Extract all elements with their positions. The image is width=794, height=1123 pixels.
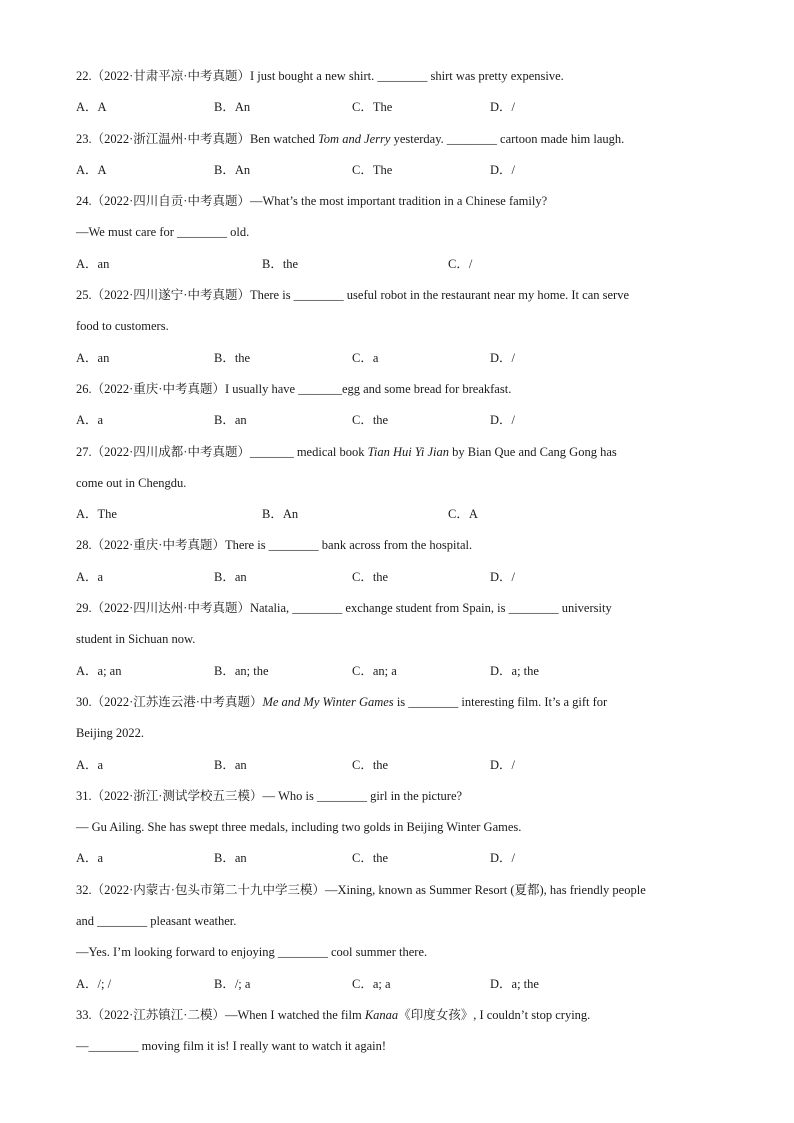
question-source: （2022·四川自贡·中考真题） [91, 194, 250, 209]
question-text: _______ medical book [249, 444, 368, 459]
answer-option[interactable]: A．a [76, 757, 104, 772]
question-text: Ben watched [249, 131, 318, 146]
answer-option[interactable]: A．/; / [76, 976, 112, 991]
question-line [76, 909, 736, 940]
answer-option[interactable]: B．An [214, 162, 251, 177]
question-source: （2022·浙江·测试学校五三模） [91, 788, 263, 803]
options-row [76, 753, 736, 784]
question-item [76, 596, 736, 690]
question-item [76, 127, 736, 190]
question-text: — Who is ________ girl in the picture? [262, 788, 463, 803]
answer-option[interactable]: A．a [76, 851, 104, 866]
question-number: 24. [76, 194, 92, 209]
question-number: 27. [76, 444, 92, 459]
question-text: There is ________ bank across from the hospital. [224, 538, 473, 553]
answer-option[interactable]: B．an [214, 413, 247, 428]
options-row [76, 846, 736, 877]
answer-option[interactable]: C．/ [448, 256, 473, 271]
answer-option[interactable]: B．an [214, 757, 247, 772]
question-source: （2022·四川遂宁·中考真题） [91, 288, 250, 303]
question-line [76, 690, 736, 721]
question-text: student in Sichuan now. [76, 632, 196, 647]
italic-title: Me and My Winter Games [262, 694, 394, 709]
answer-option[interactable]: A．The [76, 507, 117, 522]
question-line [76, 533, 736, 564]
question-number: 26. [76, 381, 92, 396]
question-line [76, 878, 736, 909]
question-text: — Gu Ailing. She has swept three medals, including two golds in Beijing Winter Games. [76, 820, 522, 835]
question-item [76, 1003, 736, 1066]
answer-option[interactable]: C．the [352, 569, 389, 584]
question-text: Beijing 2022. [76, 726, 145, 741]
options-row [76, 565, 736, 596]
question-source: （2022·江苏镇江·二模） [91, 1007, 225, 1022]
question-source: （2022·四川成都·中考真题） [91, 444, 250, 459]
question-number: 29. [76, 601, 92, 616]
question-text: —What’s the most important tradition in a Chinese family? [249, 194, 548, 209]
answer-option[interactable]: C．an; a [352, 663, 397, 678]
answer-option[interactable]: C．the [352, 757, 389, 772]
italic-title: Tom and Jerry [317, 131, 391, 146]
question-line [76, 127, 736, 158]
question-text: There is ________ useful robot in the restaurant near my home. It can serve [249, 288, 629, 303]
answer-option[interactable]: A．a [76, 413, 104, 428]
question-line [76, 64, 736, 95]
answer-option[interactable]: C．a; a [352, 976, 391, 991]
question-list [76, 64, 736, 1066]
question-number: 25. [76, 288, 92, 303]
answer-option[interactable]: D．a; the [490, 663, 539, 678]
question-line [76, 721, 736, 752]
question-line [76, 220, 736, 251]
question-source: （2022·四川达州·中考真题） [91, 601, 250, 616]
answer-option[interactable]: A．A [76, 100, 107, 115]
question-item [76, 283, 736, 377]
answer-option[interactable]: D．/ [490, 162, 516, 177]
answer-option[interactable]: C．the [352, 413, 389, 428]
options-row [76, 502, 736, 533]
question-text: food to customers. [76, 319, 169, 334]
question-number: 23. [76, 131, 92, 146]
question-text: by Bian Que and Cang Gong has [449, 444, 617, 459]
question-text: —When I watched the film [224, 1007, 365, 1022]
question-line [76, 1003, 736, 1034]
answer-option[interactable]: B．An [262, 507, 299, 522]
answer-option[interactable]: D．/ [490, 851, 516, 866]
question-line [76, 1034, 736, 1065]
answer-option[interactable]: D．/ [490, 569, 516, 584]
question-text: I usually have _______egg and some bread for breakfast. [224, 381, 512, 396]
question-line [76, 471, 736, 502]
question-text: is ________ interesting film. It’s a gift for [393, 694, 608, 709]
answer-option[interactable]: D．a; the [490, 976, 539, 991]
question-text: Natalia, ________ exchange student from Spain, is ________ university [249, 601, 612, 616]
question-text: —________ moving film it is! I really want to watch it again! [76, 1039, 387, 1054]
question-text: come out in Chengdu. [76, 475, 187, 490]
question-item [76, 377, 736, 440]
question-line [76, 596, 736, 627]
question-number: 22. [76, 69, 92, 83]
question-line [76, 784, 736, 815]
question-text: and ________ pleasant weather. [76, 914, 237, 929]
question-source: （2022·浙江温州·中考真题） [91, 131, 250, 146]
question-text: —We must care for ________ old. [76, 225, 250, 240]
question-item [76, 690, 736, 784]
question-line [76, 283, 736, 314]
question-text: yesterday. ________ cartoon made him laugh. [390, 131, 625, 146]
options-row [76, 252, 736, 283]
question-source: （2022·重庆·中考真题） [91, 538, 225, 553]
question-number: 32. [76, 882, 92, 897]
answer-option[interactable]: C．a [352, 350, 379, 365]
options-row [76, 972, 736, 1003]
answer-option[interactable]: C．A [448, 507, 478, 522]
options-row [76, 158, 736, 189]
question-item [76, 64, 736, 127]
question-item [76, 533, 736, 596]
question-number: 30. [76, 694, 92, 709]
answer-option[interactable]: B．an [214, 569, 247, 584]
question-source: （2022·甘肃平凉·中考真题） [91, 69, 250, 83]
answer-option[interactable]: A．an [76, 350, 110, 365]
answer-option[interactable]: B．an [214, 851, 247, 866]
answer-option[interactable]: A．a [76, 569, 104, 584]
question-number: 31. [76, 788, 92, 803]
question-number: 28. [76, 538, 92, 553]
question-text: —Yes. I’m looking forward to enjoying ________ cool summer there. [76, 945, 428, 960]
answer-option[interactable]: A．a; an [76, 663, 122, 678]
answer-option[interactable]: D．/ [490, 413, 516, 428]
options-row [76, 346, 736, 377]
answer-option[interactable]: A．A [76, 162, 107, 177]
question-line [76, 940, 736, 971]
options-row [76, 95, 736, 126]
answer-option[interactable]: D．/ [490, 350, 516, 365]
options-row [76, 659, 736, 690]
answer-option[interactable]: C．The [352, 100, 393, 115]
question-line [76, 815, 736, 846]
answer-option[interactable]: B．the [214, 350, 251, 365]
question-text: I just bought a new shirt. ________ shirt was pretty expensive. [249, 69, 564, 83]
answer-option[interactable]: C．the [352, 851, 389, 866]
answer-option[interactable]: C．The [352, 162, 393, 177]
options-row [76, 408, 736, 439]
question-source: （2022·江苏连云港·中考真题） [91, 694, 263, 709]
question-line [76, 627, 736, 658]
answer-option[interactable]: B．the [262, 256, 299, 271]
question-line [76, 314, 736, 345]
answer-option[interactable]: D．/ [490, 100, 516, 115]
italic-title: Kanaa [364, 1007, 399, 1022]
italic-title: Tian Hui Yi Jian [367, 444, 450, 459]
question-item [76, 878, 736, 1003]
answer-option[interactable]: B．/; a [214, 976, 251, 991]
question-text: —Xining, known as Summer Resort (夏都), has friendly people [324, 882, 646, 897]
question-line [76, 377, 736, 408]
answer-option[interactable]: A．an [76, 256, 110, 271]
question-item [76, 440, 736, 534]
question-source: （2022·重庆·中考真题） [91, 381, 225, 396]
question-number: 33. [76, 1007, 92, 1022]
question-text: 《印度女孩》, I couldn’t stop crying. [398, 1007, 591, 1022]
question-source: （2022·内蒙古·包头市第二十九中学三模） [91, 882, 325, 897]
answer-option[interactable]: B．An [214, 100, 251, 115]
answer-option[interactable]: B．an; the [214, 663, 269, 678]
answer-option[interactable]: D．/ [490, 757, 516, 772]
question-line [76, 189, 736, 220]
question-item [76, 189, 736, 283]
question-item [76, 784, 736, 878]
question-line [76, 440, 736, 471]
